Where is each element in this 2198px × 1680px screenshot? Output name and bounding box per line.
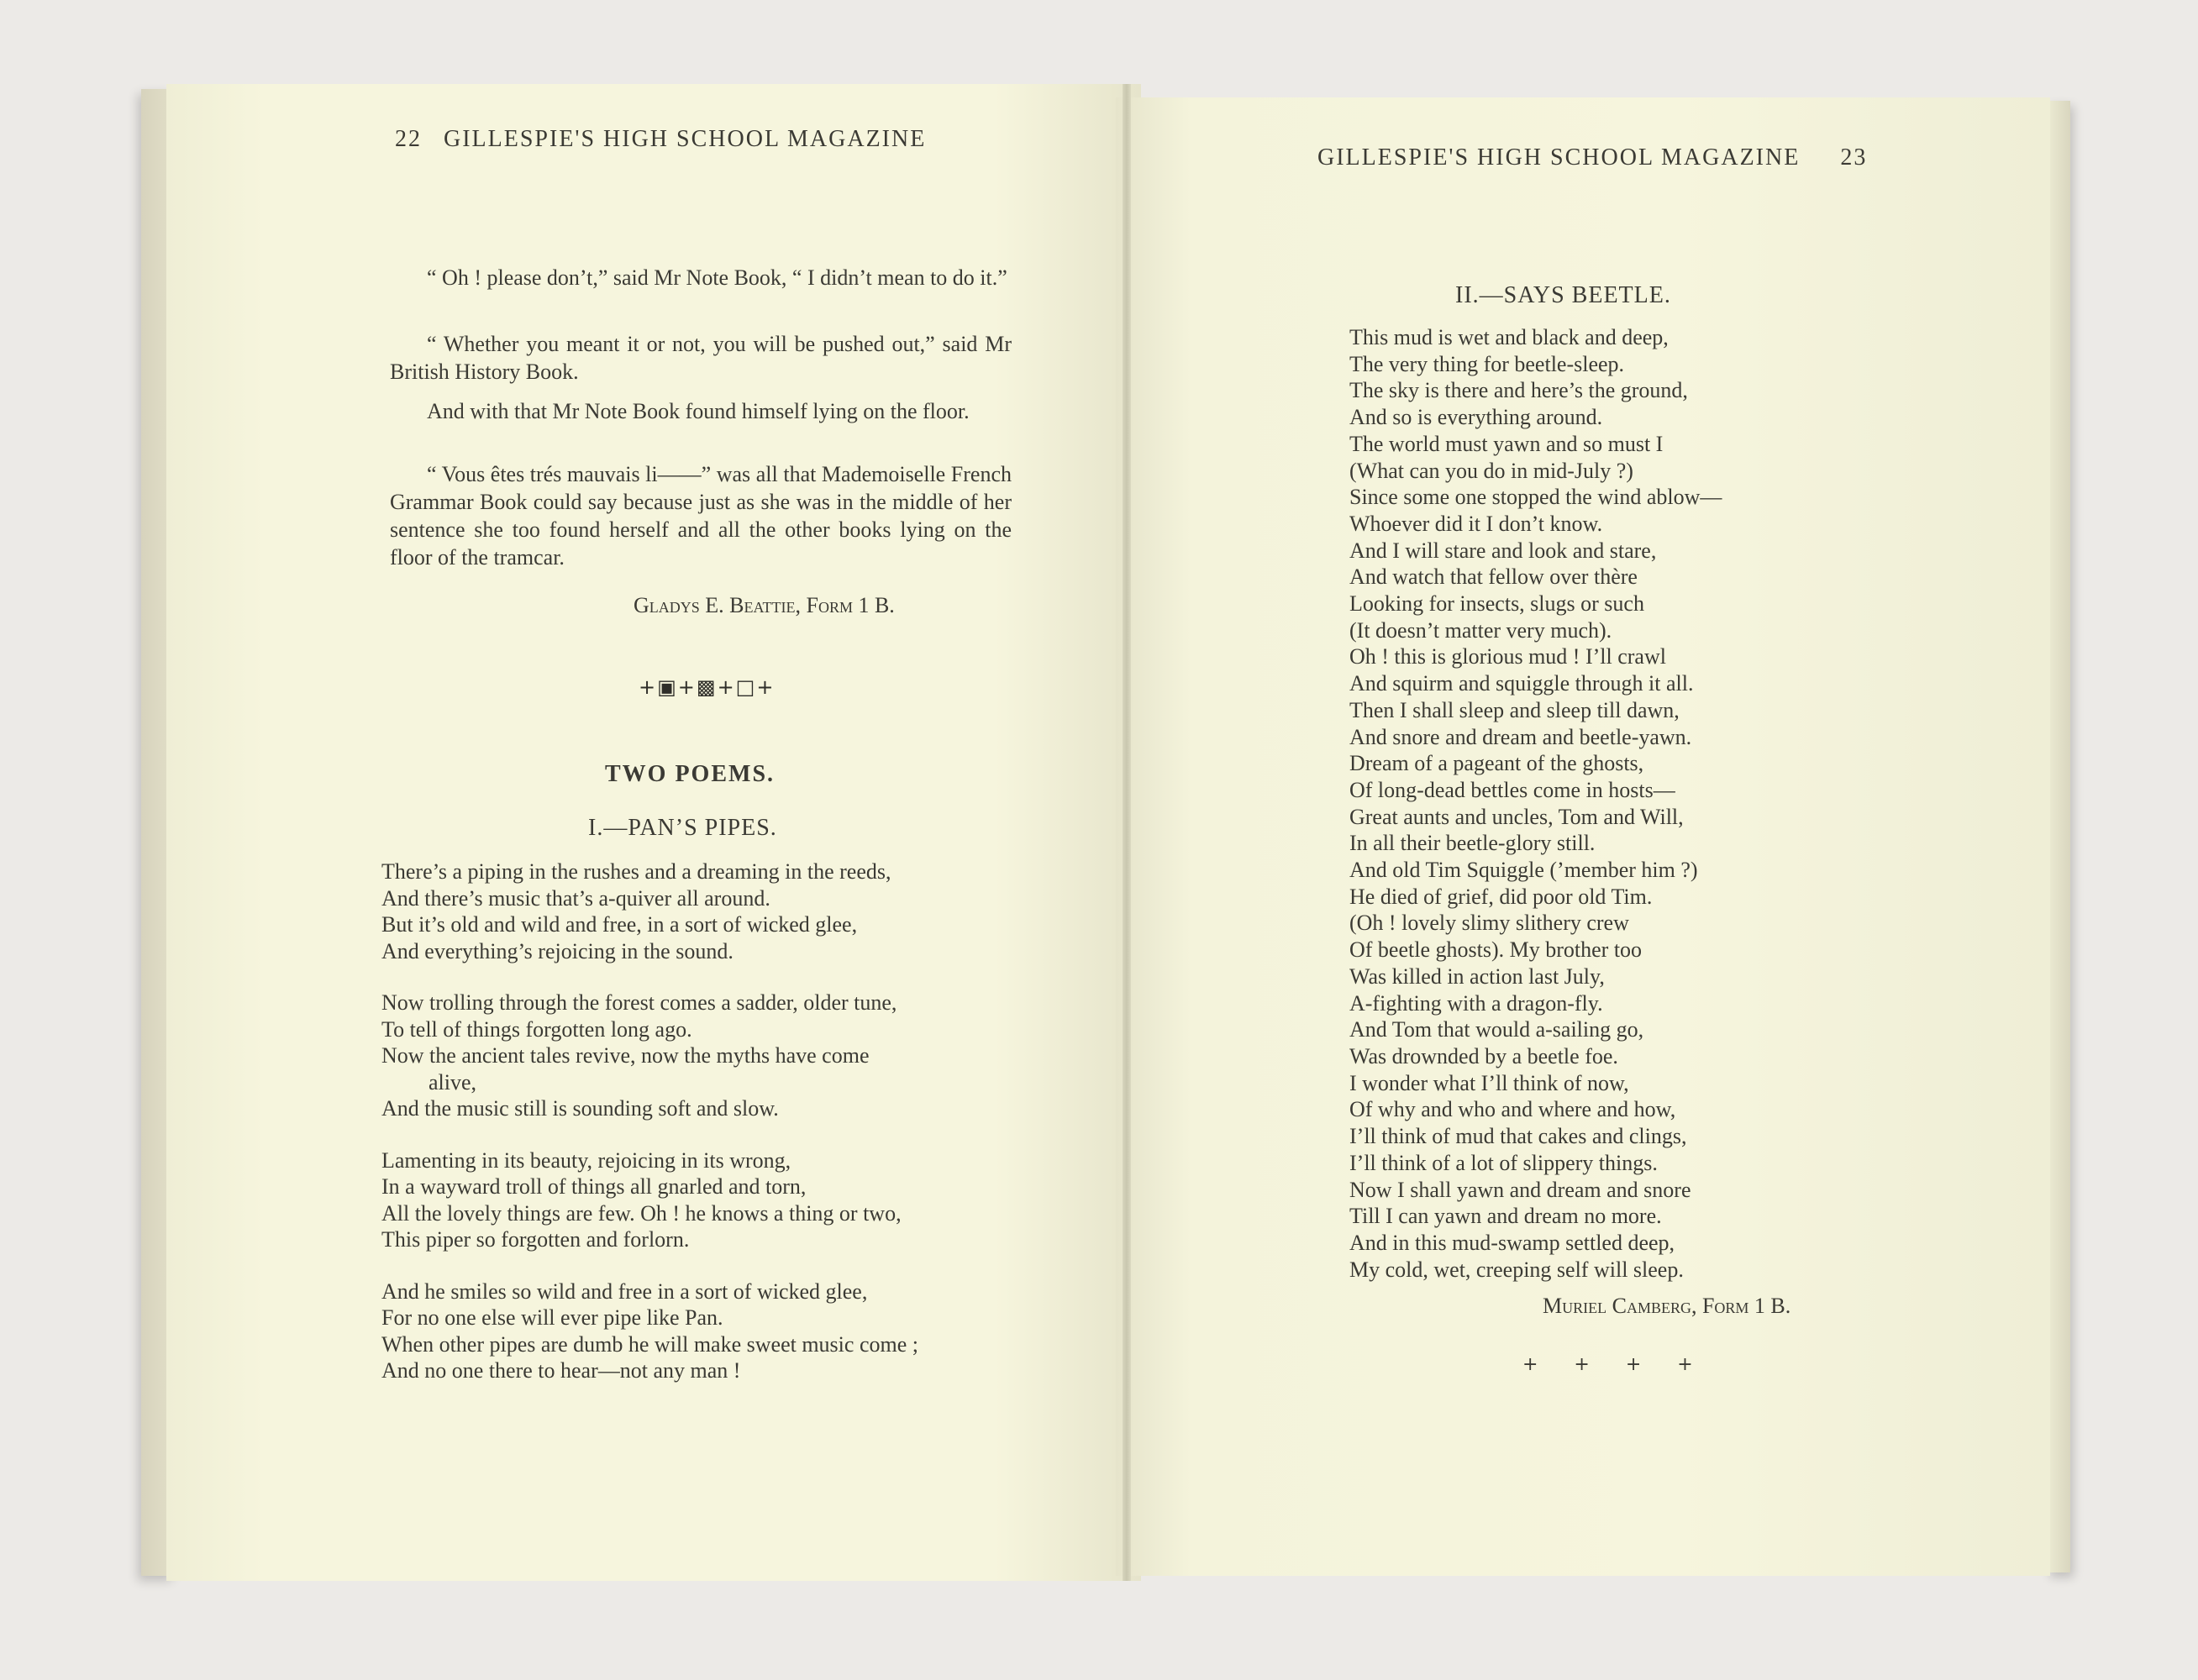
right-page-number: 23 (1840, 144, 1868, 171)
poem-line: In all their beetle-glory still. (1349, 831, 1596, 856)
poem-says-beetle (1349, 324, 1722, 1283)
poem-title-pans-pipes: I.—PAN’S PIPES. (588, 815, 777, 841)
poem-pans-pipes (381, 858, 918, 1384)
poem-line: This mud is wet and black and deep, (1349, 325, 1669, 349)
poem-line: I’ll think of a lot of slippery things. (1349, 1150, 1658, 1175)
poem-line: In a wayward troll of things all gnarled and torn, (381, 1174, 807, 1199)
poem-line: Now I shall yawn and dream and snore (1349, 1177, 1691, 1202)
poem-line: Of why and who and where and how, (1349, 1097, 1676, 1122)
left-page-number: 22 (395, 126, 422, 152)
poem-line: And squirm and squiggle through it all. (1349, 671, 1694, 696)
poem-line: For no one else will ever pipe like Pan. (381, 1305, 723, 1330)
poem-line: All the lovely things are few. Oh ! he knows a thing or two, (381, 1200, 902, 1226)
poem-line: When other pipes are dumb he will make sweet music come ; (381, 1331, 918, 1357)
stanza-break (381, 1253, 918, 1278)
poem-line: The very thing for beetle-sleep. (1349, 351, 1625, 376)
section-title: TWO POEMS. (605, 761, 776, 787)
poem-line: And no one there to hear—not any man ! (381, 1358, 741, 1383)
poem-line: Looking for insects, slugs or such (1349, 591, 1644, 617)
right-header-title: GILLESPIE'S HIGH SCHOOL MAGAZINE (1317, 144, 1801, 171)
right-signature: Muriel Camberg, Form 1 B. (1543, 1294, 1791, 1318)
story-paragraph: “ Whether you meant it or not, you will be pushed out,” said Mr British History Book. (390, 332, 1012, 384)
poem-line: This piper so forgotten and forlorn. (381, 1227, 690, 1252)
stanza-break (381, 964, 918, 990)
poem-line: Till I can yawn and dream no more. (1349, 1204, 1662, 1229)
story-paragraph: “ Oh ! please don’t,” said Mr Note Book, “ I didn’t mean to do it.” (427, 265, 1007, 290)
poem-line: Then I shall sleep and sleep till dawn, (1349, 697, 1680, 722)
left-header-title: GILLESPIE'S HIGH SCHOOL MAGAZINE (444, 126, 927, 152)
poem-line: The world must yawn and so must I (1349, 431, 1664, 456)
poem-line: Was drownded by a beetle foe. (1349, 1043, 1618, 1068)
poem-line: And in this mud-swamp settled deep, (1349, 1230, 1675, 1255)
poem-line: Great aunts and uncles, Tom and Will, (1349, 804, 1684, 829)
poem-line: Now the ancient tales revive, now the myths have come (381, 1043, 870, 1068)
left-signature: Gladys E. Beattie, Form 1 B. (634, 593, 895, 617)
poem-line: Whoever did it I don’t know. (1349, 511, 1603, 536)
poem-line: A-fighting with a dragon-fly. (1349, 990, 1603, 1016)
poem-line: Lamenting in its beauty, rejoicing in its wrong, (381, 1147, 791, 1173)
poem-line: And everything’s rejoicing in the sound. (381, 938, 734, 963)
poem-line: I wonder what I’ll think of now, (1349, 1070, 1629, 1095)
poem-line: Was killed in action last July, (1349, 963, 1605, 989)
poem-line: Since some one stopped the wind ablow— (1349, 485, 1722, 510)
poem-line: And so is everything around. (1349, 405, 1603, 430)
poem-line: Of beetle ghosts). My brother too (1349, 937, 1643, 963)
poem-line: And he smiles so wild and free in a sort of wicked glee, (381, 1278, 868, 1304)
poem-line: Of long-dead bettles come in hosts— (1349, 777, 1675, 802)
poem-line: And the music still is sounding soft and slow. (381, 1096, 779, 1121)
story-paragraph: And with that Mr Note Book found himself lying on the floor. (427, 399, 970, 423)
poem-line: (Oh ! lovely slimy slithery crew (1349, 911, 1629, 936)
poem-line: The sky is there and here’s the ground, (1349, 378, 1688, 403)
right-running-head (1317, 144, 1867, 171)
poem-line: (What can you do in mid-July ?) (1349, 458, 1633, 483)
poem-line: (It doesn’t matter very much). (1349, 617, 1612, 643)
story-paragraph: “ Vous êtes trés mauvais li——” was all that Mademoiselle French Grammar Book could say because just as she was in the middle of her sentence she too found herself and all the other books lying on the floor of the tramcar. (390, 462, 1012, 570)
poem-line: alive, (429, 1069, 477, 1095)
poem-line: Now trolling through the forest comes a sadder, older tune, (381, 990, 897, 1015)
poem-line: And Tom that would a-sailing go, (1349, 1017, 1644, 1042)
poem-line: And snore and dream and beetle-yawn. (1349, 724, 1692, 749)
poem-line: And there’s music that’s a-quiver all around. (381, 885, 770, 911)
poem-line: Oh ! this is glorious mud ! I’ll crawl (1349, 644, 1666, 669)
left-running-head (395, 126, 926, 153)
poem-line: I’ll think of mud that cakes and clings, (1349, 1124, 1687, 1149)
poem-line: My cold, wet, creeping self will sleep. (1349, 1257, 1684, 1282)
poem-line: He died of grief, did poor old Tim. (1349, 884, 1653, 909)
poem-line: There’s a piping in the rushes and a dreaming in the reeds, (381, 859, 891, 884)
poem-line: And I will stare and look and stare, (1349, 538, 1657, 563)
poem-line: And watch that fellow over thère (1349, 564, 1638, 590)
end-ornament: + + + + (1522, 1354, 1708, 1375)
stanza-break (381, 1122, 918, 1147)
poem-line: Dream of a pageant of the ghosts, (1349, 751, 1644, 776)
book-gutter (1123, 84, 1131, 1581)
section-ornament: +▣+▩+□+ (639, 675, 776, 699)
poem-title-says-beetle: II.—SAYS BEETLE. (1455, 282, 1671, 308)
poem-line: But it’s old and wild and free, in a sort of wicked glee, (381, 912, 858, 937)
poem-line: And old Tim Squiggle (’member him ?) (1349, 858, 1698, 883)
poem-line: To tell of things forgotten long ago. (381, 1016, 692, 1042)
right-page-edge (2047, 101, 2070, 1572)
